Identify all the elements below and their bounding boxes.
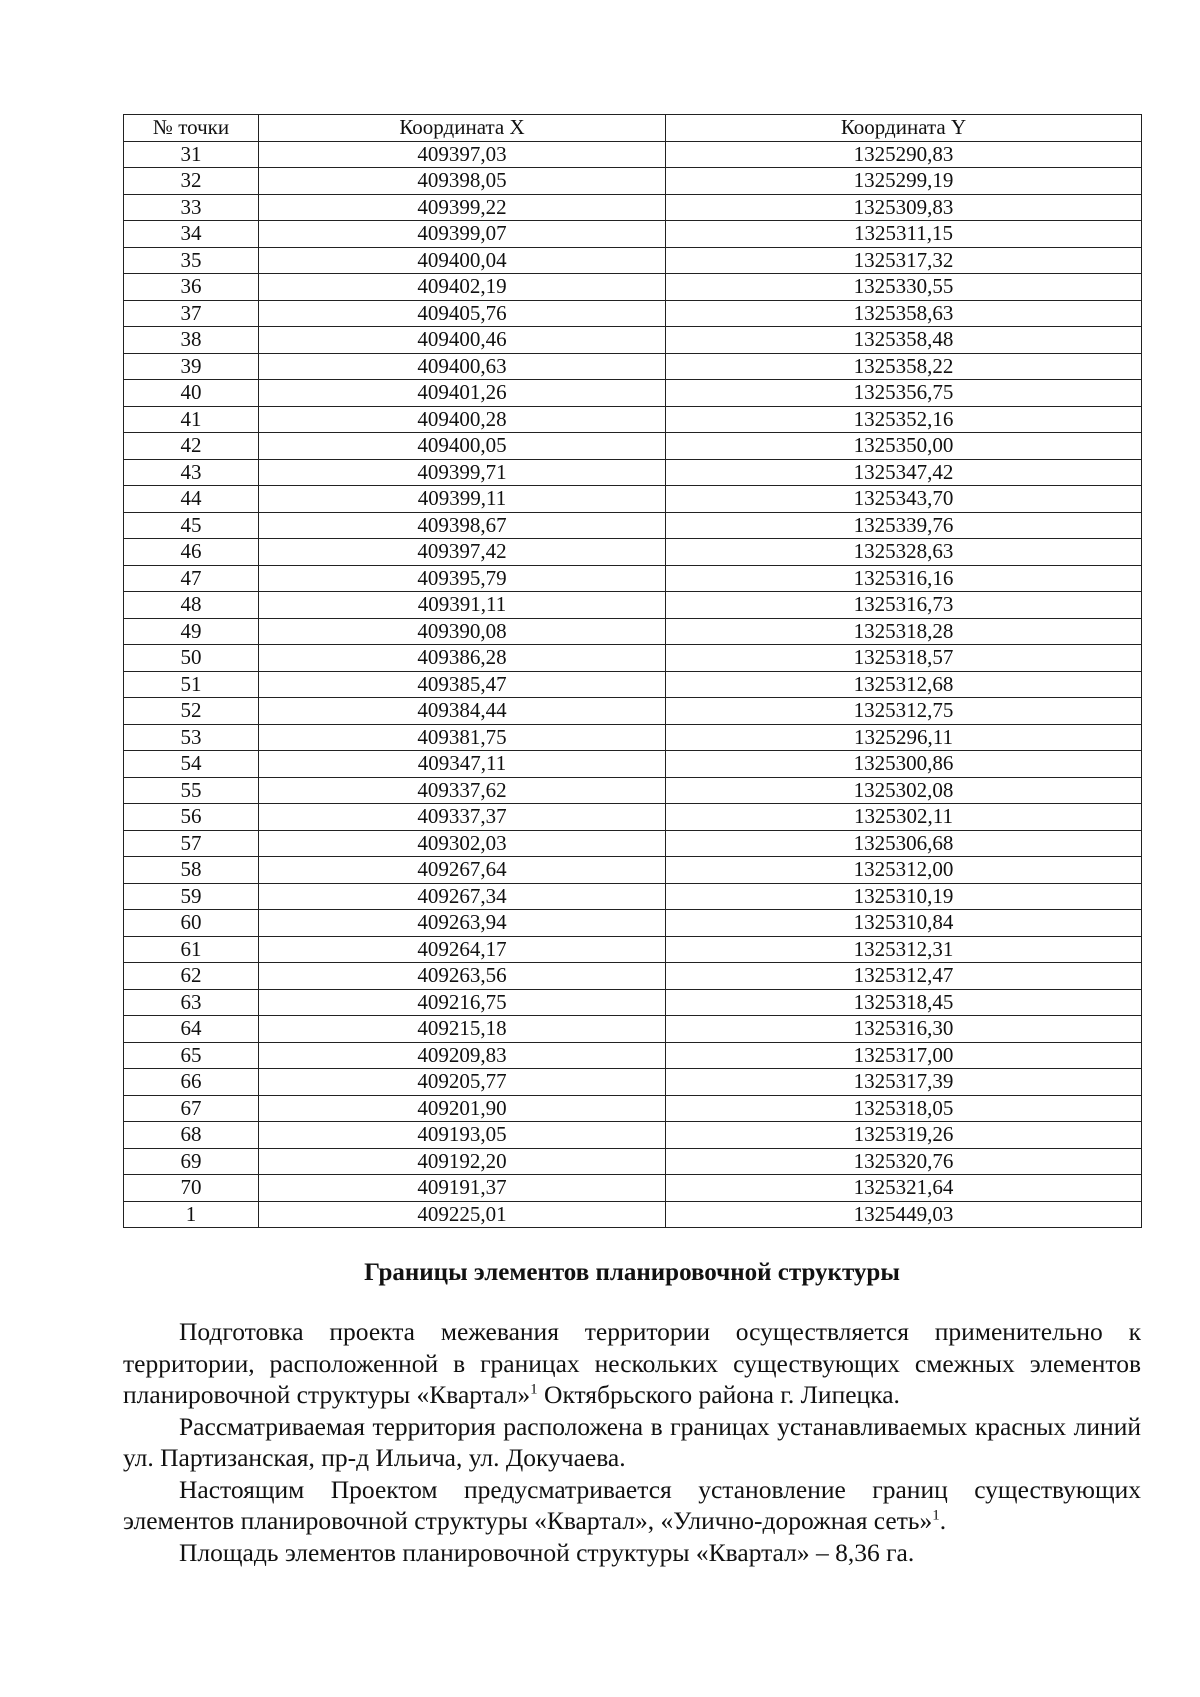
cell-coordinate-y: 1325312,75 xyxy=(666,698,1142,725)
cell-coordinate-y: 1325449,03 xyxy=(666,1201,1142,1228)
cell-point-number: 1 xyxy=(124,1201,259,1228)
table-row xyxy=(124,539,1142,566)
table-row xyxy=(124,168,1142,195)
cell-coordinate-x: 409381,75 xyxy=(259,724,666,751)
cell-coordinate-x: 409399,11 xyxy=(259,486,666,513)
cell-point-number: 56 xyxy=(124,804,259,831)
header-point-number: № точки xyxy=(124,115,259,142)
cell-point-number: 68 xyxy=(124,1122,259,1149)
table-row xyxy=(124,1095,1142,1122)
cell-coordinate-y: 1325352,16 xyxy=(666,406,1142,433)
cell-coordinate-y: 1325316,30 xyxy=(666,1016,1142,1043)
table-row xyxy=(124,671,1142,698)
cell-coordinate-x: 409347,11 xyxy=(259,751,666,778)
cell-coordinate-x: 409401,26 xyxy=(259,380,666,407)
table-row xyxy=(124,1122,1142,1149)
cell-coordinate-x: 409337,37 xyxy=(259,804,666,831)
table-row xyxy=(124,645,1142,672)
table-row xyxy=(124,830,1142,857)
paragraph-1-tail: Октябрьского района г. Липецка. xyxy=(537,1380,900,1409)
cell-coordinate-x: 409385,47 xyxy=(259,671,666,698)
cell-coordinate-y: 1325309,83 xyxy=(666,194,1142,221)
table-row xyxy=(124,751,1142,778)
cell-coordinate-x: 409267,64 xyxy=(259,857,666,884)
cell-coordinate-x: 409191,37 xyxy=(259,1175,666,1202)
cell-coordinate-x: 409201,90 xyxy=(259,1095,666,1122)
cell-coordinate-x: 409225,01 xyxy=(259,1201,666,1228)
paragraph-4-text: Площадь элементов планировочной структуры «Квартал» – 8,36 га. xyxy=(179,1537,915,1567)
table-row xyxy=(124,804,1142,831)
table-row xyxy=(124,857,1142,884)
cell-coordinate-y: 1325318,28 xyxy=(666,618,1142,645)
cell-point-number: 36 xyxy=(124,274,259,301)
table-row xyxy=(124,1016,1142,1043)
cell-coordinate-x: 409302,03 xyxy=(259,830,666,857)
coordinates-table xyxy=(123,114,1142,1228)
cell-coordinate-x: 409400,63 xyxy=(259,353,666,380)
cell-coordinate-x: 409263,94 xyxy=(259,910,666,937)
cell-coordinate-x: 409193,05 xyxy=(259,1122,666,1149)
cell-coordinate-y: 1325358,48 xyxy=(666,327,1142,354)
cell-coordinate-y: 1325300,86 xyxy=(666,751,1142,778)
table-row xyxy=(124,989,1142,1016)
cell-point-number: 45 xyxy=(124,512,259,539)
cell-point-number: 34 xyxy=(124,221,259,248)
cell-point-number: 67 xyxy=(124,1095,259,1122)
cell-coordinate-y: 1325321,64 xyxy=(666,1175,1142,1202)
cell-coordinate-x: 409400,46 xyxy=(259,327,666,354)
cell-coordinate-y: 1325310,84 xyxy=(666,910,1142,937)
cell-coordinate-y: 1325320,76 xyxy=(666,1148,1142,1175)
cell-point-number: 51 xyxy=(124,671,259,698)
section-body xyxy=(123,1316,1141,1568)
cell-point-number: 41 xyxy=(124,406,259,433)
cell-coordinate-x: 409402,19 xyxy=(259,274,666,301)
cell-point-number: 54 xyxy=(124,751,259,778)
table-row xyxy=(124,1069,1142,1096)
cell-coordinate-x: 409209,83 xyxy=(259,1042,666,1069)
cell-point-number: 53 xyxy=(124,724,259,751)
cell-point-number: 52 xyxy=(124,698,259,725)
table-row xyxy=(124,353,1142,380)
table-row xyxy=(124,300,1142,327)
table-row xyxy=(124,406,1142,433)
cell-coordinate-y: 1325328,63 xyxy=(666,539,1142,566)
cell-point-number: 58 xyxy=(124,857,259,884)
cell-point-number: 37 xyxy=(124,300,259,327)
cell-coordinate-y: 1325347,42 xyxy=(666,459,1142,486)
header-coordinate-y: Координата Y xyxy=(666,115,1142,142)
cell-point-number: 31 xyxy=(124,141,259,168)
cell-point-number: 44 xyxy=(124,486,259,513)
cell-coordinate-x: 409384,44 xyxy=(259,698,666,725)
cell-point-number: 57 xyxy=(124,830,259,857)
cell-coordinate-y: 1325302,11 xyxy=(666,804,1142,831)
cell-coordinate-x: 409399,22 xyxy=(259,194,666,221)
table-row xyxy=(124,433,1142,460)
cell-coordinate-y: 1325312,47 xyxy=(666,963,1142,990)
table-row xyxy=(124,936,1142,963)
cell-coordinate-x: 409399,07 xyxy=(259,221,666,248)
cell-coordinate-y: 1325318,57 xyxy=(666,645,1142,672)
paragraph-2-text: Рассматриваемая территория расположена в границах устанавливаемых красных линий ул. Партизанская, пр-д Ильича, ул. Докучаева. xyxy=(123,1411,1141,1472)
table-row xyxy=(124,724,1142,751)
cell-coordinate-y: 1325310,19 xyxy=(666,883,1142,910)
cell-coordinate-y: 1325330,55 xyxy=(666,274,1142,301)
cell-coordinate-x: 409405,76 xyxy=(259,300,666,327)
cell-coordinate-x: 409386,28 xyxy=(259,645,666,672)
cell-coordinate-y: 1325358,63 xyxy=(666,300,1142,327)
cell-point-number: 70 xyxy=(124,1175,259,1202)
cell-coordinate-x: 409264,17 xyxy=(259,936,666,963)
cell-point-number: 35 xyxy=(124,247,259,274)
table-row xyxy=(124,910,1142,937)
cell-coordinate-y: 1325316,16 xyxy=(666,565,1142,592)
cell-point-number: 38 xyxy=(124,327,259,354)
cell-coordinate-x: 409267,34 xyxy=(259,883,666,910)
table-row xyxy=(124,1148,1142,1175)
cell-point-number: 49 xyxy=(124,618,259,645)
cell-point-number: 42 xyxy=(124,433,259,460)
table-row xyxy=(124,592,1142,619)
table-row xyxy=(124,1201,1142,1228)
cell-point-number: 65 xyxy=(124,1042,259,1069)
table-row xyxy=(124,512,1142,539)
paragraph-1-text: Подготовка проекта межевания территории осуществляется применительно к территории, расположенной в границах нескольких существующих смежных элементов планировочной структуры «Квартал» xyxy=(123,1317,1141,1409)
paragraph-3-tail: . xyxy=(939,1506,947,1535)
cell-coordinate-y: 1325318,05 xyxy=(666,1095,1142,1122)
table-row xyxy=(124,618,1142,645)
cell-coordinate-y: 1325302,08 xyxy=(666,777,1142,804)
cell-coordinate-y: 1325311,15 xyxy=(666,221,1142,248)
cell-coordinate-y: 1325339,76 xyxy=(666,512,1142,539)
cell-coordinate-y: 1325312,00 xyxy=(666,857,1142,884)
coordinates-table-body xyxy=(124,141,1142,1228)
table-row xyxy=(124,1042,1142,1069)
cell-coordinate-x: 409400,05 xyxy=(259,433,666,460)
cell-coordinate-x: 409215,18 xyxy=(259,1016,666,1043)
table-row xyxy=(124,274,1142,301)
cell-coordinate-x: 409337,62 xyxy=(259,777,666,804)
paragraph-3 xyxy=(123,1474,1141,1537)
cell-coordinate-y: 1325312,68 xyxy=(666,671,1142,698)
table-row xyxy=(124,221,1142,248)
footnote-ref: 1 xyxy=(530,1381,538,1398)
cell-point-number: 47 xyxy=(124,565,259,592)
cell-coordinate-y: 1325306,68 xyxy=(666,830,1142,857)
cell-coordinate-y: 1325290,83 xyxy=(666,141,1142,168)
cell-point-number: 32 xyxy=(124,168,259,195)
paragraph-1 xyxy=(123,1316,1141,1411)
cell-coordinate-x: 409216,75 xyxy=(259,989,666,1016)
cell-point-number: 62 xyxy=(124,963,259,990)
cell-point-number: 33 xyxy=(124,194,259,221)
cell-coordinate-x: 409192,20 xyxy=(259,1148,666,1175)
cell-point-number: 63 xyxy=(124,989,259,1016)
paragraph-4 xyxy=(123,1537,1141,1569)
table-row xyxy=(124,194,1142,221)
table-header-row xyxy=(124,115,1142,142)
cell-point-number: 39 xyxy=(124,353,259,380)
cell-coordinate-y: 1325317,39 xyxy=(666,1069,1142,1096)
cell-coordinate-y: 1325299,19 xyxy=(666,168,1142,195)
cell-coordinate-x: 409398,05 xyxy=(259,168,666,195)
cell-point-number: 43 xyxy=(124,459,259,486)
cell-coordinate-y: 1325358,22 xyxy=(666,353,1142,380)
cell-coordinate-x: 409400,28 xyxy=(259,406,666,433)
table-row xyxy=(124,247,1142,274)
cell-point-number: 64 xyxy=(124,1016,259,1043)
cell-coordinate-y: 1325343,70 xyxy=(666,486,1142,513)
table-row xyxy=(124,777,1142,804)
cell-coordinate-y: 1325350,00 xyxy=(666,433,1142,460)
footnote-ref: 1 xyxy=(932,1507,940,1524)
paragraph-2 xyxy=(123,1411,1141,1474)
cell-coordinate-y: 1325316,73 xyxy=(666,592,1142,619)
cell-coordinate-y: 1325318,45 xyxy=(666,989,1142,1016)
table-row xyxy=(124,380,1142,407)
cell-point-number: 40 xyxy=(124,380,259,407)
cell-point-number: 69 xyxy=(124,1148,259,1175)
paragraph-3-text: Настоящим Проектом предусматривается установление границ существующих элементов планировочной структуры «Квартал», «Улично-дорожная сеть» xyxy=(123,1474,1141,1535)
table-row xyxy=(124,698,1142,725)
table-row xyxy=(124,141,1142,168)
cell-coordinate-x: 409205,77 xyxy=(259,1069,666,1096)
cell-coordinate-y: 1325312,31 xyxy=(666,936,1142,963)
cell-point-number: 55 xyxy=(124,777,259,804)
cell-point-number: 59 xyxy=(124,883,259,910)
table-row xyxy=(124,1175,1142,1202)
cell-coordinate-y: 1325317,32 xyxy=(666,247,1142,274)
cell-coordinate-x: 409395,79 xyxy=(259,565,666,592)
cell-coordinate-y: 1325319,26 xyxy=(666,1122,1142,1149)
cell-point-number: 66 xyxy=(124,1069,259,1096)
cell-coordinate-x: 409390,08 xyxy=(259,618,666,645)
cell-coordinate-x: 409263,56 xyxy=(259,963,666,990)
cell-coordinate-y: 1325296,11 xyxy=(666,724,1142,751)
table-row xyxy=(124,486,1142,513)
cell-point-number: 61 xyxy=(124,936,259,963)
table-row xyxy=(124,963,1142,990)
table-row xyxy=(124,459,1142,486)
table-row xyxy=(124,565,1142,592)
cell-coordinate-x: 409397,42 xyxy=(259,539,666,566)
table-row xyxy=(124,883,1142,910)
header-coordinate-x: Координата X xyxy=(259,115,666,142)
table-row xyxy=(124,327,1142,354)
cell-point-number: 50 xyxy=(124,645,259,672)
cell-coordinate-x: 409400,04 xyxy=(259,247,666,274)
cell-coordinate-y: 1325317,00 xyxy=(666,1042,1142,1069)
cell-point-number: 48 xyxy=(124,592,259,619)
cell-coordinate-x: 409397,03 xyxy=(259,141,666,168)
cell-coordinate-x: 409399,71 xyxy=(259,459,666,486)
cell-coordinate-x: 409391,11 xyxy=(259,592,666,619)
cell-point-number: 46 xyxy=(124,539,259,566)
cell-coordinate-x: 409398,67 xyxy=(259,512,666,539)
section-title: Границы элементов планировочной структуры xyxy=(364,1259,900,1286)
cell-point-number: 60 xyxy=(124,910,259,937)
cell-coordinate-y: 1325356,75 xyxy=(666,380,1142,407)
